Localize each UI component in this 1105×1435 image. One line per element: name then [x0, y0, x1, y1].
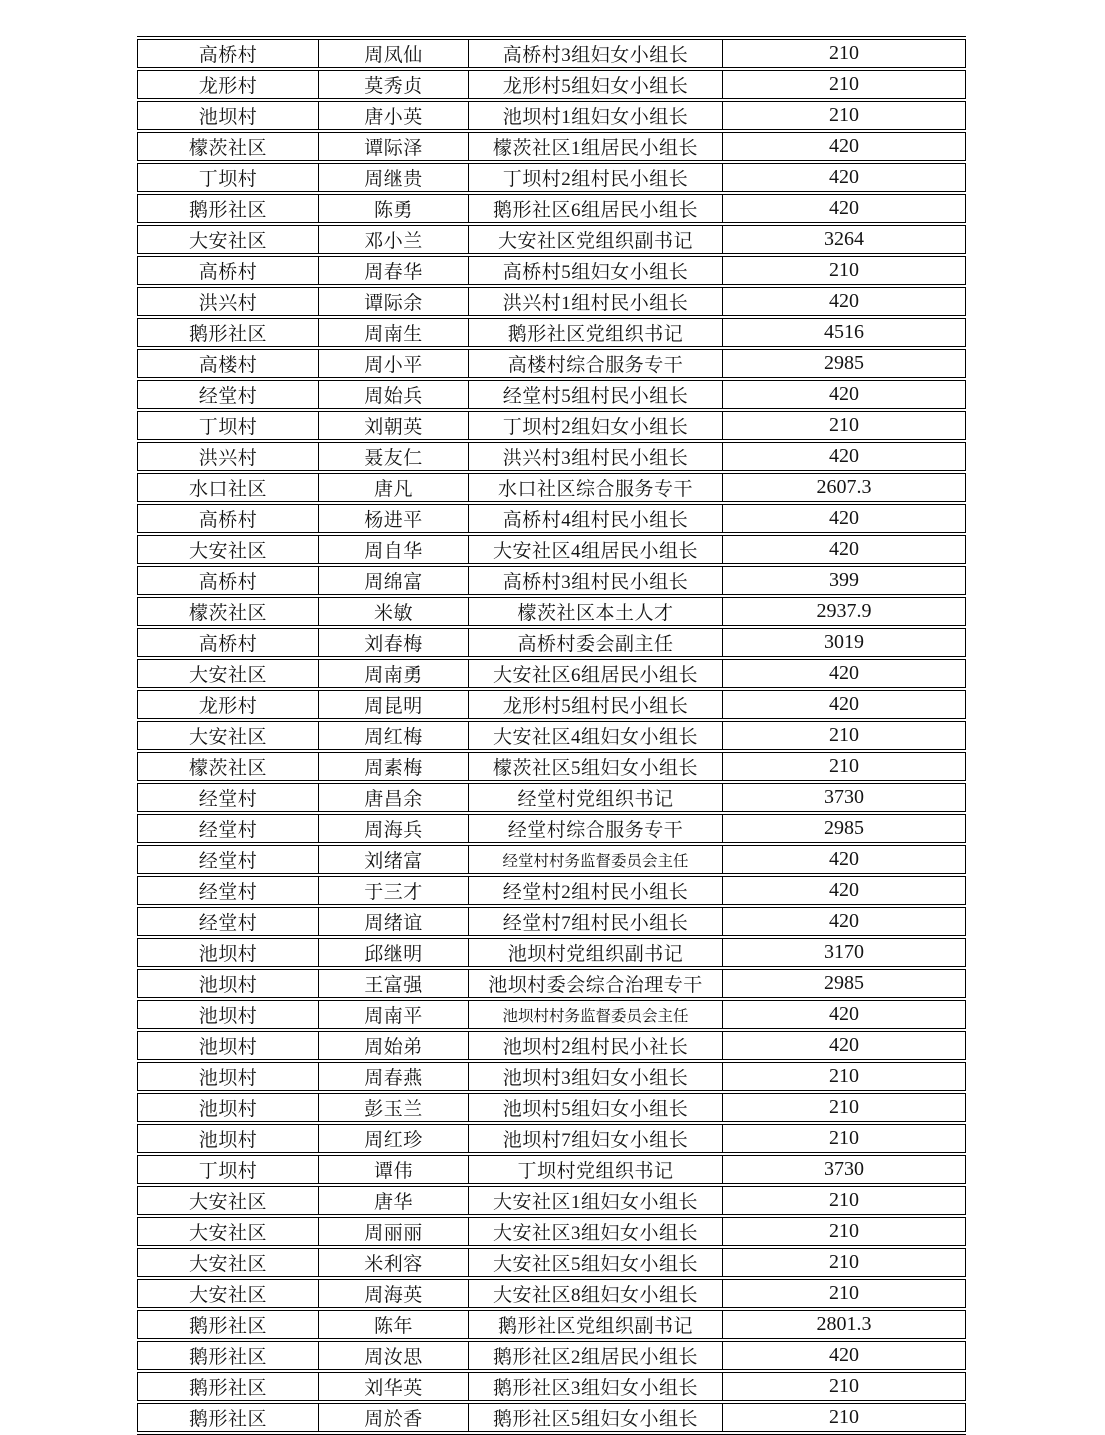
village-cell: 池坝村 — [138, 1061, 319, 1092]
person-name-cell: 唐小英 — [319, 100, 469, 131]
village-cell: 池坝村 — [138, 999, 319, 1030]
position-cell: 高桥村3组妇女小组长 — [469, 38, 723, 69]
village-cell: 鹅形社区 — [138, 1309, 319, 1340]
village-cell: 鹅形社区 — [138, 1340, 319, 1371]
village-cell: 丁坝村 — [138, 410, 319, 441]
position-cell: 池坝村1组妇女小组长 — [469, 100, 723, 131]
position-cell: 池坝村委会综合治理专干 — [469, 968, 723, 999]
person-name-cell: 莫秀贞 — [319, 69, 469, 100]
person-name-cell: 刘朝英 — [319, 410, 469, 441]
person-name-cell: 周南勇 — [319, 658, 469, 689]
person-name-cell: 刘绪富 — [319, 844, 469, 875]
table-row — [138, 1216, 966, 1247]
table-row — [138, 286, 966, 317]
amount-cell: 420 — [723, 441, 966, 472]
table-row — [138, 534, 966, 565]
table-row — [138, 565, 966, 596]
amount-cell: 420 — [723, 286, 966, 317]
village-cell: 鹅形社区 — [138, 1402, 319, 1433]
amount-cell: 420 — [723, 1030, 966, 1061]
village-cell: 檬茨社区 — [138, 596, 319, 627]
table-row — [138, 658, 966, 689]
position-cell: 丁坝村2组妇女小组长 — [469, 410, 723, 441]
position-cell: 池坝村7组妇女小组长 — [469, 1123, 723, 1154]
position-cell: 鹅形社区3组妇女小组长 — [469, 1371, 723, 1402]
position-cell: 池坝村2组村民小社长 — [469, 1030, 723, 1061]
person-name-cell: 周丽丽 — [319, 1216, 469, 1247]
person-name-cell: 周南平 — [319, 999, 469, 1030]
village-cell: 高桥村 — [138, 38, 319, 69]
table-row — [138, 1247, 966, 1278]
village-cell: 大安社区 — [138, 720, 319, 751]
village-cell: 大安社区 — [138, 534, 319, 565]
village-cell: 鹅形社区 — [138, 193, 319, 224]
village-cell: 丁坝村 — [138, 162, 319, 193]
position-cell: 鹅形社区6组居民小组长 — [469, 193, 723, 224]
person-name-cell: 刘春梅 — [319, 627, 469, 658]
amount-cell: 420 — [723, 906, 966, 937]
amount-cell: 420 — [723, 999, 966, 1030]
person-name-cell: 彭玉兰 — [319, 1092, 469, 1123]
amount-cell: 420 — [723, 689, 966, 720]
table-row — [138, 999, 966, 1030]
table-row — [138, 38, 966, 69]
person-name-cell: 周南生 — [319, 317, 469, 348]
subsidy-table — [137, 36, 966, 1435]
table-row — [138, 1402, 966, 1433]
amount-cell: 420 — [723, 875, 966, 906]
table-row — [138, 379, 966, 410]
village-cell: 池坝村 — [138, 968, 319, 999]
amount-cell: 210 — [723, 1216, 966, 1247]
table-row — [138, 596, 966, 627]
person-name-cell: 邱继明 — [319, 937, 469, 968]
position-cell: 大安社区党组织副书记 — [469, 224, 723, 255]
village-cell: 高桥村 — [138, 255, 319, 286]
person-name-cell: 谭际余 — [319, 286, 469, 317]
village-cell: 檬茨社区 — [138, 751, 319, 782]
amount-cell: 420 — [723, 534, 966, 565]
amount-cell: 210 — [723, 1092, 966, 1123]
amount-cell: 420 — [723, 379, 966, 410]
table-row — [138, 1154, 966, 1185]
position-cell: 龙形村5组村民小组长 — [469, 689, 723, 720]
person-name-cell: 陈勇 — [319, 193, 469, 224]
amount-cell: 210 — [723, 38, 966, 69]
position-cell: 龙形村5组妇女小组长 — [469, 69, 723, 100]
table-row — [138, 162, 966, 193]
person-name-cell: 周海兵 — [319, 813, 469, 844]
amount-cell: 420 — [723, 658, 966, 689]
amount-cell: 4516 — [723, 317, 966, 348]
table-row — [138, 410, 966, 441]
position-cell: 丁坝村党组织书记 — [469, 1154, 723, 1185]
person-name-cell: 于三才 — [319, 875, 469, 906]
position-cell: 鹅形社区党组织书记 — [469, 317, 723, 348]
amount-cell: 210 — [723, 1402, 966, 1433]
amount-cell: 420 — [723, 131, 966, 162]
person-name-cell: 周於香 — [319, 1402, 469, 1433]
person-name-cell: 周凤仙 — [319, 38, 469, 69]
position-cell: 池坝村5组妇女小组长 — [469, 1092, 723, 1123]
amount-cell: 2985 — [723, 813, 966, 844]
position-cell: 大安社区1组妇女小组长 — [469, 1185, 723, 1216]
person-name-cell: 周始兵 — [319, 379, 469, 410]
person-name-cell: 王富强 — [319, 968, 469, 999]
table-row — [138, 875, 966, 906]
amount-cell: 210 — [723, 1278, 966, 1309]
amount-cell: 210 — [723, 751, 966, 782]
table-row — [138, 1123, 966, 1154]
position-cell: 池坝村党组织副书记 — [469, 937, 723, 968]
village-cell: 鹅形社区 — [138, 1371, 319, 1402]
table-row — [138, 844, 966, 875]
position-cell: 大安社区5组妇女小组长 — [469, 1247, 723, 1278]
table-row — [138, 441, 966, 472]
table-row — [138, 317, 966, 348]
person-name-cell: 周汝思 — [319, 1340, 469, 1371]
position-cell: 檬茨社区5组妇女小组长 — [469, 751, 723, 782]
table-row — [138, 906, 966, 937]
position-cell: 经堂村5组村民小组长 — [469, 379, 723, 410]
amount-cell: 210 — [723, 69, 966, 100]
position-cell: 高楼村综合服务专干 — [469, 348, 723, 379]
person-name-cell: 周继贵 — [319, 162, 469, 193]
table-row — [138, 472, 966, 503]
person-name-cell: 杨进平 — [319, 503, 469, 534]
person-name-cell: 周海英 — [319, 1278, 469, 1309]
table-row — [138, 689, 966, 720]
amount-cell: 2937.9 — [723, 596, 966, 627]
amount-cell: 3264 — [723, 224, 966, 255]
amount-cell: 210 — [723, 1123, 966, 1154]
table-container — [137, 36, 966, 1435]
position-cell: 大安社区4组居民小组长 — [469, 534, 723, 565]
table-row — [138, 968, 966, 999]
position-cell: 洪兴村3组村民小组长 — [469, 441, 723, 472]
table-row — [138, 751, 966, 782]
table-row — [138, 1309, 966, 1340]
amount-cell: 420 — [723, 844, 966, 875]
table-row — [138, 69, 966, 100]
amount-cell: 420 — [723, 503, 966, 534]
person-name-cell: 周昆明 — [319, 689, 469, 720]
amount-cell: 2985 — [723, 348, 966, 379]
table-row — [138, 255, 966, 286]
table-row — [138, 348, 966, 379]
amount-cell: 420 — [723, 1340, 966, 1371]
village-cell: 池坝村 — [138, 100, 319, 131]
table-row — [138, 1278, 966, 1309]
person-name-cell: 刘华英 — [319, 1371, 469, 1402]
position-cell: 大安社区6组居民小组长 — [469, 658, 723, 689]
village-cell: 龙形村 — [138, 689, 319, 720]
village-cell: 高桥村 — [138, 565, 319, 596]
village-cell: 龙形村 — [138, 69, 319, 100]
person-name-cell: 谭伟 — [319, 1154, 469, 1185]
person-name-cell: 谭际泽 — [319, 131, 469, 162]
village-cell: 水口社区 — [138, 472, 319, 503]
table-row — [138, 100, 966, 131]
village-cell: 鹅形社区 — [138, 317, 319, 348]
position-cell: 大安社区8组妇女小组长 — [469, 1278, 723, 1309]
person-name-cell: 邓小兰 — [319, 224, 469, 255]
amount-cell: 210 — [723, 1247, 966, 1278]
person-name-cell: 陈年 — [319, 1309, 469, 1340]
position-cell: 鹅形社区5组妇女小组长 — [469, 1402, 723, 1433]
person-name-cell: 周始弟 — [319, 1030, 469, 1061]
amount-cell: 2985 — [723, 968, 966, 999]
position-cell: 丁坝村2组村民小组长 — [469, 162, 723, 193]
person-name-cell: 周小平 — [319, 348, 469, 379]
amount-cell: 210 — [723, 100, 966, 131]
village-cell: 高桥村 — [138, 503, 319, 534]
position-cell: 高桥村5组妇女小组长 — [469, 255, 723, 286]
village-cell: 池坝村 — [138, 1123, 319, 1154]
amount-cell: 399 — [723, 565, 966, 596]
table-row — [138, 193, 966, 224]
table-row — [138, 1030, 966, 1061]
position-cell: 高桥村3组村民小组长 — [469, 565, 723, 596]
person-name-cell: 周红梅 — [319, 720, 469, 751]
position-cell: 经堂村7组村民小组长 — [469, 906, 723, 937]
table-row — [138, 1061, 966, 1092]
person-name-cell: 周红珍 — [319, 1123, 469, 1154]
table-row — [138, 720, 966, 751]
table-row — [138, 1371, 966, 1402]
position-cell: 大安社区4组妇女小组长 — [469, 720, 723, 751]
position-cell: 大安社区3组妇女小组长 — [469, 1216, 723, 1247]
table-row — [138, 627, 966, 658]
position-cell: 经堂村党组织书记 — [469, 782, 723, 813]
table-row — [138, 813, 966, 844]
village-cell: 大安社区 — [138, 224, 319, 255]
village-cell: 经堂村 — [138, 379, 319, 410]
village-cell: 大安社区 — [138, 1247, 319, 1278]
amount-cell: 2607.3 — [723, 472, 966, 503]
village-cell: 大安社区 — [138, 658, 319, 689]
position-cell: 池坝村3组妇女小组长 — [469, 1061, 723, 1092]
amount-cell: 3170 — [723, 937, 966, 968]
amount-cell: 210 — [723, 1185, 966, 1216]
village-cell: 大安社区 — [138, 1278, 319, 1309]
village-cell: 檬茨社区 — [138, 131, 319, 162]
village-cell: 经堂村 — [138, 782, 319, 813]
position-cell: 鹅形社区党组织副书记 — [469, 1309, 723, 1340]
position-cell: 高桥村委会副主任 — [469, 627, 723, 658]
position-cell: 鹅形社区2组居民小组长 — [469, 1340, 723, 1371]
position-cell: 洪兴村1组村民小组长 — [469, 286, 723, 317]
position-cell: 经堂村综合服务专干 — [469, 813, 723, 844]
person-name-cell: 周绪谊 — [319, 906, 469, 937]
amount-cell: 420 — [723, 162, 966, 193]
position-cell: 经堂村村务监督委员会主任 — [469, 844, 723, 875]
position-cell: 经堂村2组村民小组长 — [469, 875, 723, 906]
person-name-cell: 周春华 — [319, 255, 469, 286]
village-cell: 大安社区 — [138, 1185, 319, 1216]
village-cell: 池坝村 — [138, 937, 319, 968]
village-cell: 池坝村 — [138, 1092, 319, 1123]
person-name-cell: 周自华 — [319, 534, 469, 565]
village-cell: 经堂村 — [138, 844, 319, 875]
person-name-cell: 米敏 — [319, 596, 469, 627]
amount-cell: 3730 — [723, 1154, 966, 1185]
amount-cell: 210 — [723, 410, 966, 441]
table-row — [138, 782, 966, 813]
table-row — [138, 131, 966, 162]
person-name-cell: 周绵富 — [319, 565, 469, 596]
person-name-cell: 周春燕 — [319, 1061, 469, 1092]
village-cell: 丁坝村 — [138, 1154, 319, 1185]
person-name-cell: 周素梅 — [319, 751, 469, 782]
person-name-cell: 唐昌余 — [319, 782, 469, 813]
person-name-cell: 米利容 — [319, 1247, 469, 1278]
table-row — [138, 224, 966, 255]
table-row — [138, 1340, 966, 1371]
village-cell: 经堂村 — [138, 906, 319, 937]
village-cell: 高桥村 — [138, 627, 319, 658]
amount-cell: 3730 — [723, 782, 966, 813]
amount-cell: 2801.3 — [723, 1309, 966, 1340]
village-cell: 洪兴村 — [138, 441, 319, 472]
amount-cell: 3019 — [723, 627, 966, 658]
table-row — [138, 1092, 966, 1123]
amount-cell: 210 — [723, 1061, 966, 1092]
table-row — [138, 937, 966, 968]
amount-cell: 210 — [723, 720, 966, 751]
table-row — [138, 503, 966, 534]
person-name-cell: 唐华 — [319, 1185, 469, 1216]
position-cell: 檬茨社区本土人才 — [469, 596, 723, 627]
position-cell: 檬茨社区1组居民小组长 — [469, 131, 723, 162]
person-name-cell: 唐凡 — [319, 472, 469, 503]
amount-cell: 210 — [723, 255, 966, 286]
village-cell: 池坝村 — [138, 1030, 319, 1061]
position-cell: 池坝村村务监督委员会主任 — [469, 999, 723, 1030]
village-cell: 洪兴村 — [138, 286, 319, 317]
table-row — [138, 1185, 966, 1216]
village-cell: 经堂村 — [138, 813, 319, 844]
village-cell: 经堂村 — [138, 875, 319, 906]
position-cell: 高桥村4组村民小组长 — [469, 503, 723, 534]
person-name-cell: 聂友仁 — [319, 441, 469, 472]
amount-cell: 420 — [723, 193, 966, 224]
village-cell: 大安社区 — [138, 1216, 319, 1247]
position-cell: 水口社区综合服务专干 — [469, 472, 723, 503]
village-cell: 高楼村 — [138, 348, 319, 379]
amount-cell: 210 — [723, 1371, 966, 1402]
